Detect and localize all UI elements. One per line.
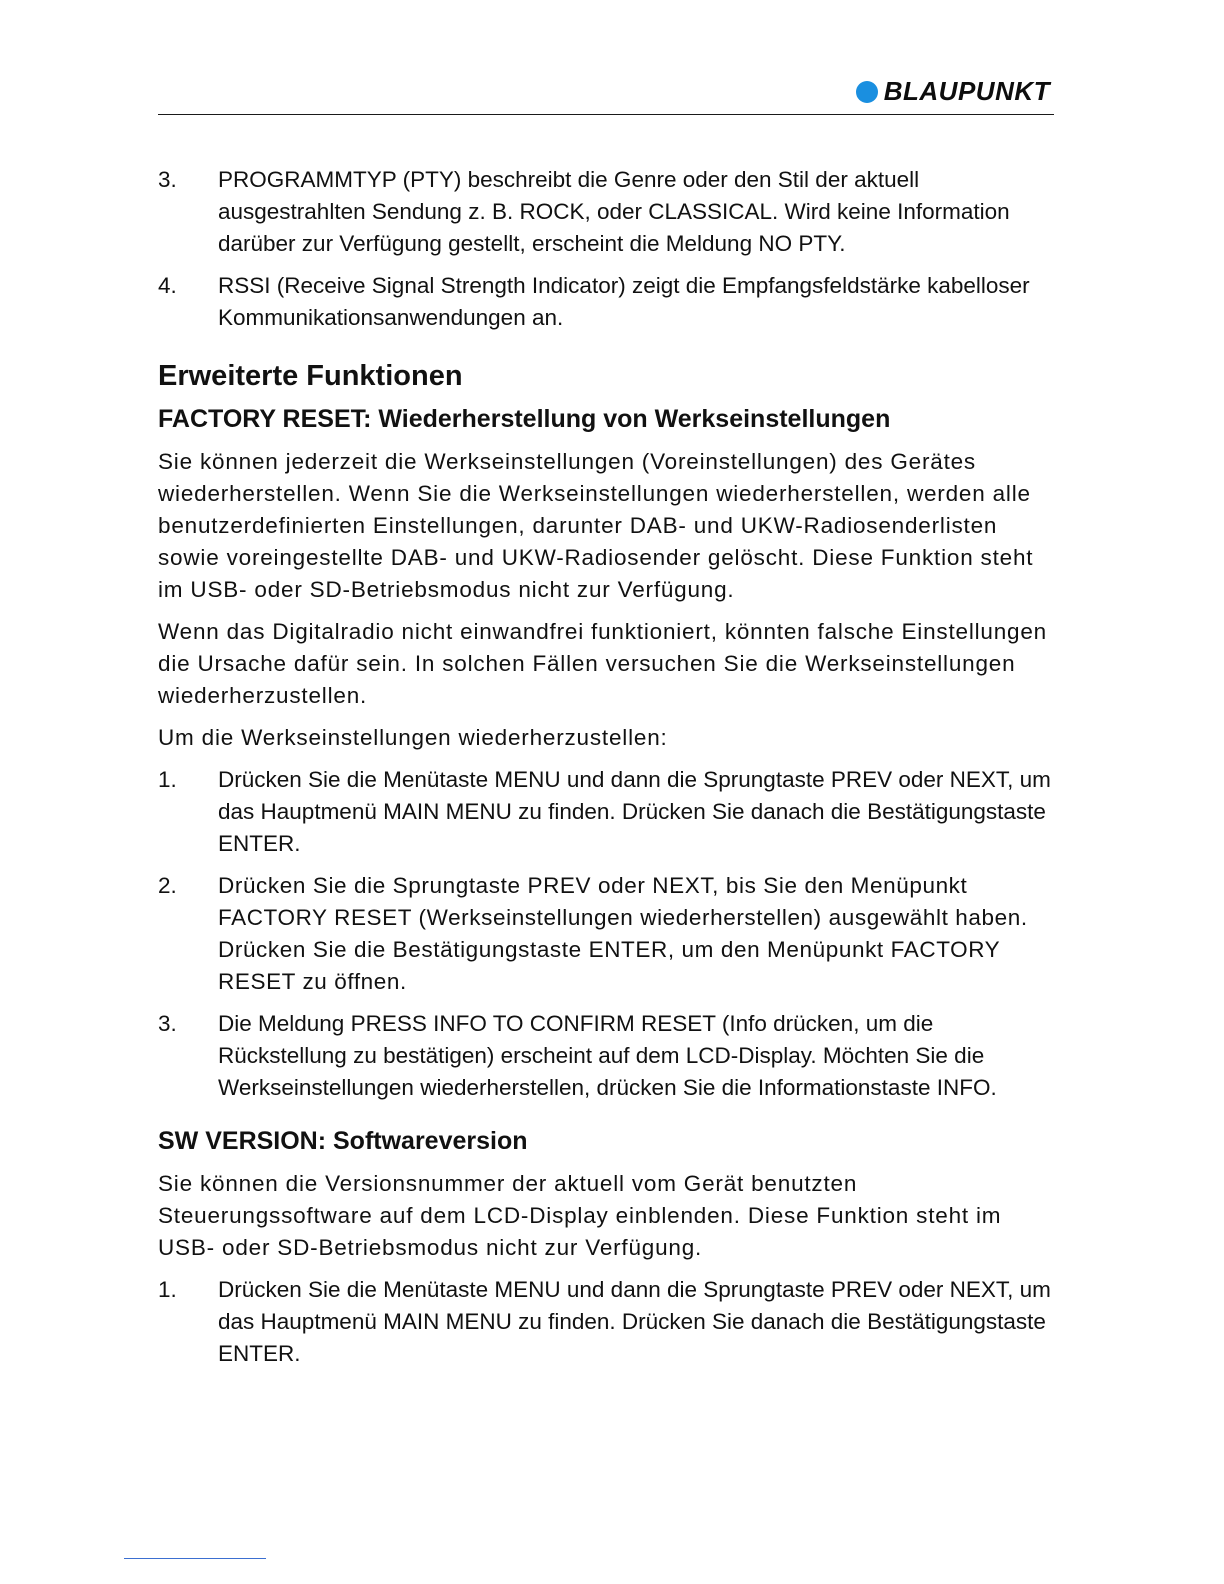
factory-reset-paragraph-2: Wenn das Digitalradio nicht einwandfrei funktioniert, könnten falsche Einstellungen die Ursache dafür sein. In solchen Fällen versuchen Sie die Werkseinstellungen wiederherzustellen. bbox=[158, 619, 1047, 708]
section-heading: Erweiterte Funktionen bbox=[158, 360, 463, 392]
list-text: Drücken Sie die Menütaste MENU und dann die Sprungtaste PREV oder NEXT, um das Hauptmenü MAIN MENU zu finden. Drücken Sie danach die Bestätigungstaste ENTER. bbox=[218, 1277, 1051, 1366]
list-text: RSSI (Receive Signal Strength Indicator) zeigt die Empfangsfeldstärke kabelloser Kommunikationsanwendungen an. bbox=[218, 273, 1030, 330]
list-number: 1. bbox=[158, 767, 177, 792]
list-item bbox=[158, 870, 1058, 998]
list-number: 3. bbox=[158, 167, 177, 192]
footnote-divider bbox=[124, 1558, 266, 1559]
list-number: 4. bbox=[158, 273, 177, 298]
list-text: PROGRAMMTYP (PTY) beschreibt die Genre oder den Stil der aktuell ausgestrahlten Sendung z. B. ROCK, oder CLASSICAL. Wird keine Information darüber zur Verfügung gestellt, erscheint die Meldung NO PTY. bbox=[218, 167, 1010, 256]
page-content bbox=[158, 164, 1058, 1380]
sw-version-paragraph: Sie können die Versionsnummer der aktuell vom Gerät benutzten Steuerungssoftware auf dem LCD-Display einblenden. Diese Funktion steht im USB- oder SD-Betriebsmodus nicht zur Verfügung. bbox=[158, 1171, 1002, 1260]
brand-logo bbox=[856, 76, 1050, 107]
list-text: Die Meldung PRESS INFO TO CONFIRM RESET (Info drücken, um die Rückstellung zu bestätigen) erscheint auf dem LCD-Display. Möchten Sie die Werkseinstellungen wiederherstellen, drücken Sie die Informationstaste INFO. bbox=[218, 1011, 997, 1100]
list-item bbox=[158, 1008, 1058, 1104]
list-item bbox=[158, 270, 1058, 334]
brand-dot-icon bbox=[856, 81, 878, 103]
list-number: 3. bbox=[158, 1011, 177, 1036]
page-header bbox=[158, 74, 1054, 115]
list-number: 2. bbox=[158, 873, 177, 898]
list-item bbox=[158, 1274, 1058, 1370]
brand-name: BLAUPUNKT bbox=[883, 76, 1050, 106]
factory-reset-paragraph-1: Sie können jederzeit die Werkseinstellungen (Voreinstellungen) des Gerätes wiederherstellen. Wenn Sie die Werkseinstellungen wiederherstellen, werden alle benutzerdefinierten Einstellungen, darunter DAB- und UKW-Radiosenderlisten sowie voreingestellte DAB- und UKW-Radiosender gelöscht. Diese Funktion steht im USB- oder SD-Betriebsmodus nicht zur Verfügung. bbox=[158, 449, 1034, 602]
sw-version-heading: SW VERSION: Softwareversion bbox=[158, 1127, 528, 1155]
list-text: Drücken Sie die Sprungtaste PREV oder NEXT, bis Sie den Menüpunkt FACTORY RESET (Werkseinstellungen wiederherstellen) ausgewählt haben. Drücken Sie die Bestätigungstaste ENTER, um den Menüpunkt FACTORY RESET zu öffnen. bbox=[218, 873, 1028, 994]
list-item bbox=[158, 164, 1058, 260]
factory-reset-heading: FACTORY RESET: Wiederherstellung von Werkseinstellungen bbox=[158, 405, 891, 433]
factory-reset-paragraph-3: Um die Werkseinstellungen wiederherzustellen: bbox=[158, 725, 668, 750]
list-number: 1. bbox=[158, 1277, 177, 1302]
list-text: Drücken Sie die Menütaste MENU und dann die Sprungtaste PREV oder NEXT, um das Hauptmenü MAIN MENU zu finden. Drücken Sie danach die Bestätigungstaste ENTER. bbox=[218, 767, 1051, 856]
list-item bbox=[158, 764, 1058, 860]
